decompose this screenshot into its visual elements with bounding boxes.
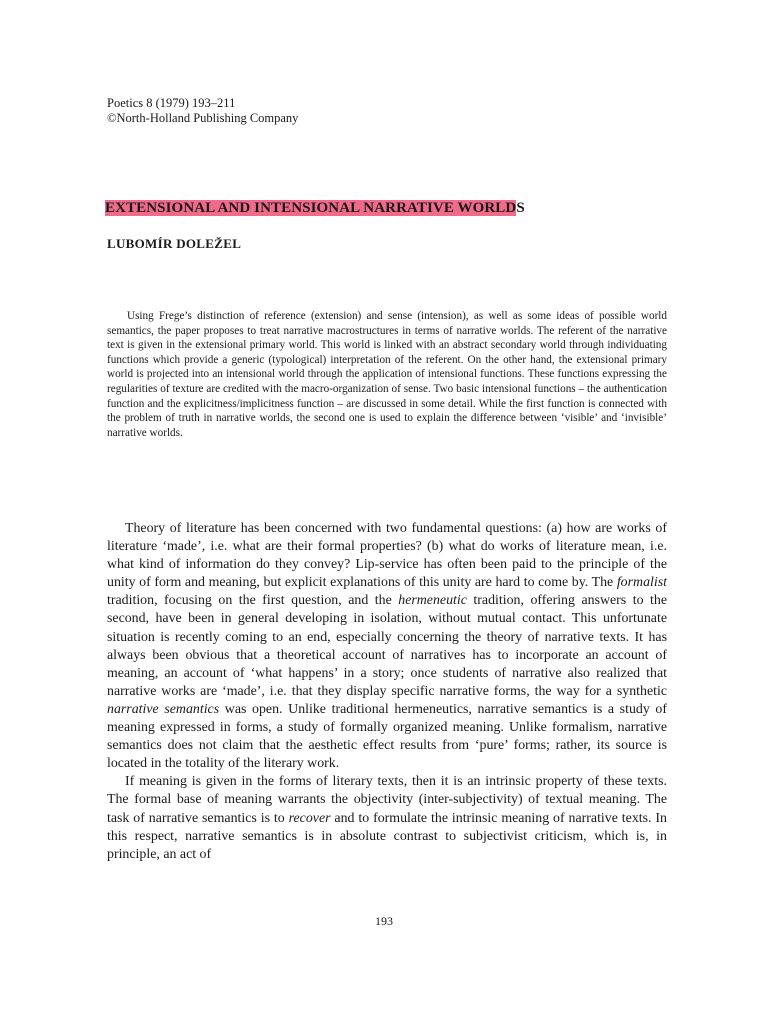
article-title bbox=[105, 200, 525, 217]
paragraph-1-text-c: tradition, offering answers to the second, have been in general developing in isolation, without mutual contact. This unfortunate situation is recently coming to an end, especially concerning the theory of narrative texts. It has always been obvious that a theoretical account of narratives has to incorporate an account of meaning, an account of ‘what happens’ in a story; once students of narrative also realized that narrative works are ‘made’, i.e. that they display specific narrative forms, the way for a synthetic bbox=[107, 593, 667, 699]
journal-citation: Poetics 8 (1979) 193–211 bbox=[107, 96, 236, 110]
paragraph-2-text-b: and to formulate the intrinsic meaning of narrative texts. In this respect, narrative semantics is in absolute contrast to subjectivist criticism, which is, in principle, an act of bbox=[107, 810, 667, 862]
emphasis-hermeneutic: hermeneutic bbox=[398, 593, 467, 609]
paragraph-1-text-b: tradition, focusing on the first question, and the bbox=[107, 593, 399, 609]
title-remainder: S bbox=[516, 200, 525, 216]
abstract: Using Frege’s distinction of reference (extension) and sense (intension), as well as some ideas of possible world semantics, the paper proposes to treat narrative macrostructures in terms of narrative worlds. The referent of the narrative text is given in the extensional primary world. This world is linked with an abstract secondary world through individuating functions which provide a generic (typological) interpretation of the referent. On the other hand, the extensional primary world is projected into an intensional world through the application of intensional functions. These functions expressing the regularities of texture are credited with the macro-organization of sense. Two basic intensional functions – the authentication function and the explicitness/implicitness function – are discussed in some detail. While the first function is connected with the problem of truth in narrative worlds, the second one is used to explain the difference between ‘visible’ and ‘invisible’ narrative worlds. bbox=[107, 310, 667, 439]
emphasis-recover: recover bbox=[288, 810, 331, 826]
title-highlighted-text: EXTENSIONAL AND INTENSIONAL NARRATIVE WORLD bbox=[105, 200, 517, 216]
emphasis-formalist: formalist bbox=[616, 575, 667, 591]
paragraph-1-text-d: was open. Unlike traditional hermeneutics, narrative semantics is a study of meaning expressed in forms, a study of formally organized meaning. Unlike formalism, narrative semantics does not claim that the aesthetic effect results from ‘pure’ forms; rather, its source is located in the totality of the literary work. bbox=[107, 701, 668, 772]
paragraph-1-text-a: Theory of literature has been concerned with two fundamental questions: (a) how are works of literature ‘made’, i.e. what are their formal properties? (b) what do works of literature mean, i.e. what kind of information do they convey? Lip-service has often been paid to the principle of the unity of form and meaning, but explicit explanations of this unity are hard to come by. The bbox=[107, 521, 667, 591]
page-number: 193 bbox=[375, 914, 393, 928]
paragraph-1 bbox=[107, 520, 667, 773]
paragraph-2 bbox=[107, 773, 667, 863]
article-author: LUBOMÍR DOLEŽEL bbox=[107, 236, 242, 251]
paragraph-2-text-a: If meaning is given in the forms of literary texts, then it is an intrinsic property of these texts. The formal base of meaning warrants the objectivity (inter-subjectivity) of textual meaning. The task of narrative semantics is to bbox=[107, 774, 667, 826]
journal-header bbox=[107, 96, 298, 126]
body-text bbox=[107, 520, 667, 864]
emphasis-narrative-semantics: narrative semantics bbox=[107, 701, 220, 717]
publisher-line: ©North-Holland Publishing Company bbox=[107, 111, 299, 125]
